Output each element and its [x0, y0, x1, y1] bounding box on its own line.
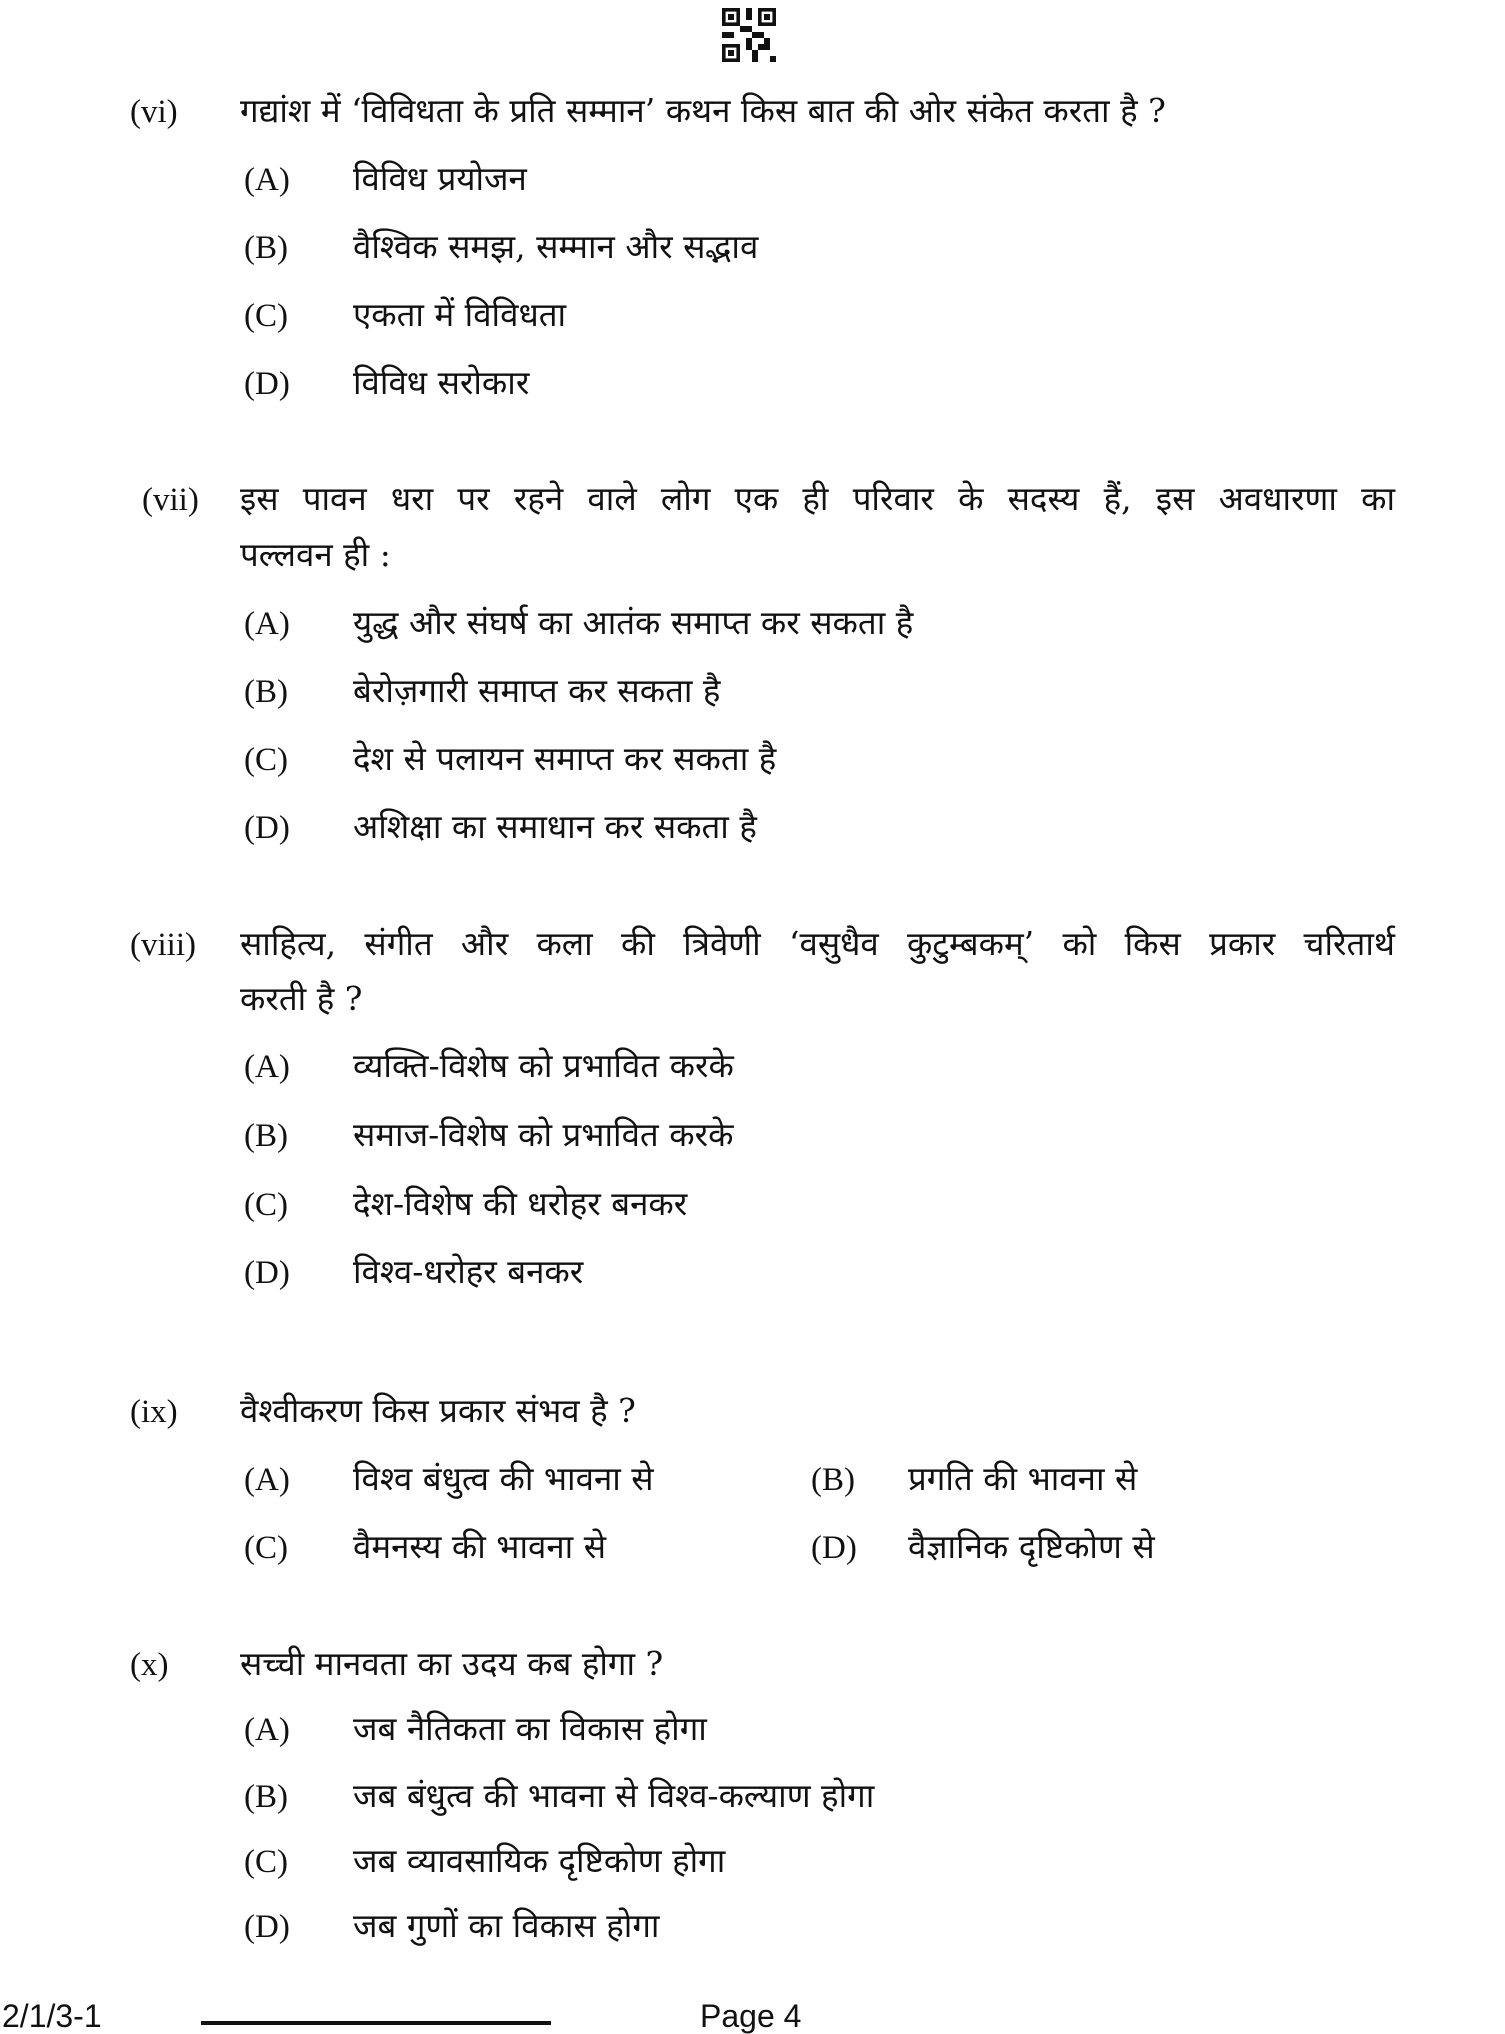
option-text: बेरोज़गारी समाप्त कर सकता है — [353, 671, 721, 710]
option-label: (D) — [244, 810, 290, 846]
option-label: (C) — [244, 1844, 288, 1880]
option-text: वैज्ञानिक दृष्टिकोण से — [908, 1527, 1155, 1566]
option-label: (C) — [244, 1530, 288, 1566]
option-text: वैमनस्य की भावना से — [353, 1527, 606, 1566]
option-text: जब व्यावसायिक दृष्टिकोण होगा — [353, 1841, 726, 1880]
footer-divider — [201, 2021, 551, 2025]
question-text-line2: पल्लवन ही : — [240, 535, 391, 574]
option-label: (A) — [244, 1049, 290, 1085]
option-text: जब बंधुत्व की भावना से विश्व-कल्याण होगा — [353, 1776, 875, 1815]
option-label: (A) — [244, 1462, 290, 1498]
option-text: प्रगति की भावना से — [908, 1459, 1138, 1498]
paper-code: 2/1/3-1 — [2, 1998, 102, 2034]
question-text-line1: साहित्य, संगीत और कला की त्रिवेणी ‘वसुधैव कुटुम्बकम्’ को किस प्रकार चरितार्थ — [240, 924, 1395, 963]
option-text: विविध प्रयोजन — [353, 159, 527, 198]
option-label: (B) — [244, 230, 288, 266]
option-text: देश से पलायन समाप्त कर सकता है — [353, 739, 777, 778]
option-label: (B) — [244, 1118, 288, 1154]
option-label: (A) — [244, 1712, 290, 1748]
option-label: (D) — [244, 366, 290, 402]
option-text: जब नैतिकता का विकास होगा — [353, 1709, 707, 1748]
option-text: समाज-विशेष को प्रभावित करके — [353, 1115, 734, 1154]
question-text: सच्ची मानवता का उदय कब होगा ? — [240, 1644, 664, 1683]
option-label: (A) — [244, 162, 290, 198]
option-text: एकता में विविधता — [353, 295, 567, 334]
option-label: (B) — [244, 1779, 288, 1815]
question-number: (ix) — [130, 1394, 178, 1430]
option-label: (D) — [244, 1909, 290, 1945]
option-label: (D) — [811, 1530, 857, 1566]
option-text: विश्व बंधुत्व की भावना से — [353, 1459, 654, 1498]
page-number: Page 4 — [700, 1998, 802, 2034]
option-text: विश्व-धरोहर बनकर — [353, 1252, 584, 1291]
qr-code-icon — [722, 8, 776, 62]
option-label: (C) — [244, 742, 288, 778]
question-number: (vi) — [130, 94, 178, 130]
question-number: (x) — [130, 1647, 169, 1683]
option-text: व्यक्ति-विशेष को प्रभावित करके — [353, 1046, 734, 1085]
option-label: (B) — [811, 1462, 855, 1498]
option-text: वैश्विक समझ, सम्मान और सद्भाव — [353, 227, 759, 266]
option-text: जब गुणों का विकास होगा — [353, 1906, 660, 1945]
question-text-line2: करती है ? — [240, 979, 363, 1018]
question-text-line1: इस पावन धरा पर रहने वाले लोग एक ही परिवार के सदस्य हैं, इस अवधारणा का — [240, 479, 1395, 518]
question-text: वैश्वीकरण किस प्रकार संभव है ? — [240, 1391, 636, 1430]
option-label: (A) — [244, 606, 290, 642]
option-label: (C) — [244, 1187, 288, 1223]
question-text: गद्यांश में ‘विविधता के प्रति सम्मान’ कथन किस बात की ओर संकेत करता है ? — [240, 91, 1166, 130]
option-text: देश-विशेष की धरोहर बनकर — [353, 1184, 688, 1223]
option-text: अशिक्षा का समाधान कर सकता है — [353, 807, 757, 846]
option-text: युद्ध और संघर्ष का आतंक समाप्त कर सकता है — [353, 603, 914, 642]
option-label: (C) — [244, 298, 288, 334]
question-number: (viii) — [130, 927, 196, 963]
option-label: (D) — [244, 1255, 290, 1291]
option-text: विविध सरोकार — [353, 363, 530, 402]
question-number: (vii) — [142, 482, 199, 518]
option-label: (B) — [244, 674, 288, 710]
